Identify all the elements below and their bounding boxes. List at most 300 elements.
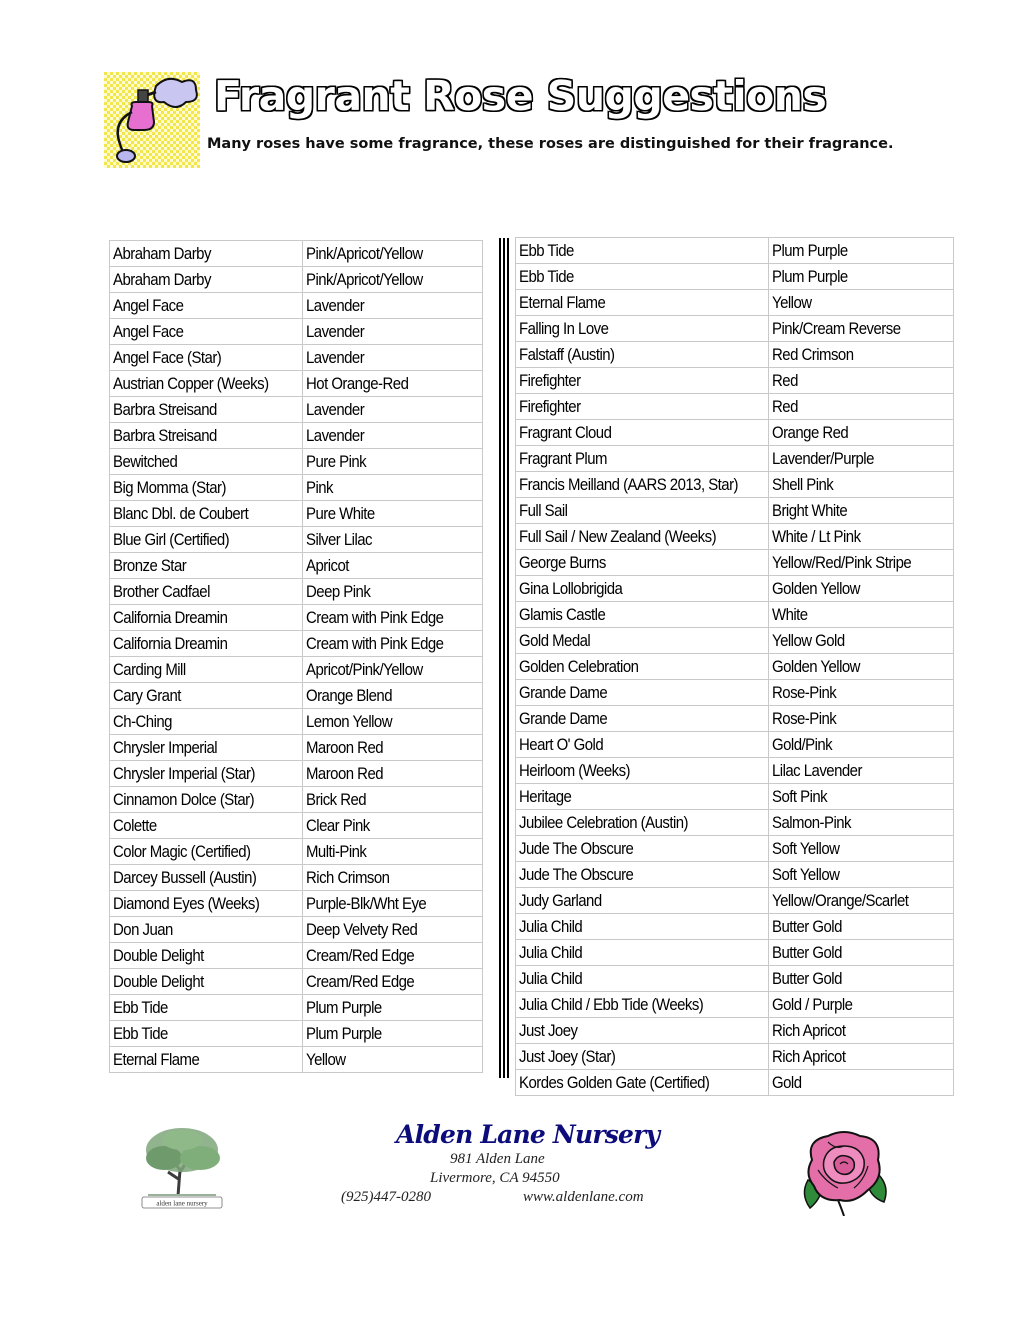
rose-name-text: Grande Dame: [519, 709, 608, 728]
rose-color-text: Plum Purple: [306, 1024, 382, 1043]
right-table-row: [516, 1070, 954, 1096]
right-table-row: [516, 446, 954, 472]
rose-color-text: Lavender/Purple: [772, 449, 874, 468]
rose-name-cell: [516, 316, 769, 342]
rose-color-text: Purple-Blk/Wht Eye: [306, 894, 427, 913]
rose-color-cell: [303, 813, 483, 839]
rose-color-text: Pink/Cream Reverse: [772, 319, 901, 338]
oak-tree-icon: [146, 1128, 220, 1196]
rose-name-text: Heritage: [519, 787, 572, 806]
rose-color-cell: [769, 966, 954, 992]
rose-name-text: Full Sail: [519, 501, 568, 520]
right-table-row: [516, 914, 954, 940]
address-line-1: 981 Alden Lane: [450, 1151, 545, 1167]
rose-color-text: Lilac Lavender: [772, 761, 862, 780]
rose-color-text: Rose-Pink: [772, 683, 837, 702]
rose-color-cell: [769, 290, 954, 316]
rose-name-text: Colette: [113, 816, 157, 835]
rose-name-text: Bewitched: [113, 452, 178, 471]
address-line-2: Livermore, CA 94550: [430, 1170, 560, 1186]
left-table-row: [110, 345, 483, 371]
rose-color-text: Butter Gold: [772, 969, 842, 988]
rose-name-cell: [516, 368, 769, 394]
rose-color-cell: [303, 683, 483, 709]
rose-name-text: Julia Child: [519, 917, 583, 936]
rose-name-cell: [516, 732, 769, 758]
rose-color-cell: [303, 839, 483, 865]
rose-color-cell: [303, 241, 483, 267]
rose-name-text: Ebb Tide: [113, 998, 168, 1017]
rose-name-text: Gina Lollobrigida: [519, 579, 623, 598]
rose-color-text: Pink: [306, 478, 333, 497]
rose-name-text: California Dreamin: [113, 608, 228, 627]
rose-color-text: Soft Yellow: [772, 865, 840, 884]
right-table-row: [516, 706, 954, 732]
rose-name-text: Austrian Copper (Weeks): [113, 374, 269, 393]
rose-name-text: Jude The Obscure: [519, 865, 634, 884]
rose-color-cell: [769, 446, 954, 472]
rose-name-text: Cinnamon Dolce (Star): [113, 790, 255, 809]
rose-name-text: Firefighter: [519, 397, 581, 416]
left-table-row: [110, 891, 483, 917]
rose-name-text: Abraham Darby: [113, 244, 211, 263]
rose-color-text: Rich Apricot: [772, 1047, 846, 1066]
rose-color-cell: [303, 631, 483, 657]
rose-name-text: Chrysler Imperial (Star): [113, 764, 255, 783]
rose-name-text: Just Joey: [519, 1021, 578, 1040]
rose-name-text: Carding Mill: [113, 660, 186, 679]
rose-name-cell: [110, 527, 303, 553]
rose-name-text: Angel Face (Star): [113, 348, 222, 367]
rose-color-text: Brick Red: [306, 790, 367, 809]
left-table-row: [110, 943, 483, 969]
left-table-row: [110, 865, 483, 891]
rose-name-text: Chrysler Imperial: [113, 738, 218, 757]
rose-name-cell: [516, 836, 769, 862]
rose-name-cell: [516, 914, 769, 940]
rose-color-text: Soft Pink: [772, 787, 828, 806]
right-table-row: [516, 524, 954, 550]
rose-name-cell: [516, 264, 769, 290]
left-table-row: [110, 475, 483, 501]
rose-name-cell: [516, 342, 769, 368]
rose-name-text: Julia Child / Ebb Tide (Weeks): [519, 995, 704, 1014]
rose-color-cell: [303, 319, 483, 345]
right-table-row: [516, 342, 954, 368]
rose-color-text: Lavender: [306, 400, 365, 419]
right-table-row: [516, 1044, 954, 1070]
rose-name-text: Francis Meilland (AARS 2013, Star): [519, 475, 739, 494]
rose-color-cell: [769, 1018, 954, 1044]
rose-color-cell: [303, 891, 483, 917]
rose-name-text: Abraham Darby: [113, 270, 211, 289]
rose-color-cell: [769, 576, 954, 602]
rose-color-cell: [769, 524, 954, 550]
rose-color-text: Cream/Red Edge: [306, 946, 415, 965]
left-table-row: [110, 527, 483, 553]
rose-name-cell: [516, 654, 769, 680]
rose-color-cell: [303, 345, 483, 371]
rose-name-text: Double Delight: [113, 972, 204, 991]
rose-name-text: Barbra Streisand: [113, 400, 217, 419]
left-table-row: [110, 579, 483, 605]
rose-color-text: Pure White: [306, 504, 375, 523]
rose-color-cell: [769, 888, 954, 914]
rose-color-text: Red Crimson: [772, 345, 854, 364]
rose-name-text: Jude The Obscure: [519, 839, 634, 858]
rose-name-text: Ebb Tide: [519, 241, 574, 260]
right-table-row: [516, 498, 954, 524]
rose-color-cell: [303, 709, 483, 735]
right-table-row: [516, 654, 954, 680]
rose-name-cell: [516, 680, 769, 706]
right-table-row: [516, 784, 954, 810]
rose-name-cell: [516, 758, 769, 784]
rose-name-cell: [110, 293, 303, 319]
rose-name-text: Double Delight: [113, 946, 204, 965]
left-table-row: [110, 397, 483, 423]
left-table-row: [110, 683, 483, 709]
left-table-row: [110, 995, 483, 1021]
rose-color-cell: [769, 940, 954, 966]
rose-color-cell: [303, 605, 483, 631]
left-table-row: [110, 423, 483, 449]
rose-color-cell: [303, 735, 483, 761]
rose-color-cell: [769, 862, 954, 888]
rose-color-cell: [303, 787, 483, 813]
rose-name-cell: [516, 602, 769, 628]
rose-color-text: Yellow/Orange/Scarlet: [772, 891, 909, 910]
rose-name-cell: [516, 472, 769, 498]
rose-color-text: Deep Pink: [306, 582, 371, 601]
rose-color-text: Maroon Red: [306, 764, 384, 783]
left-table-row: [110, 735, 483, 761]
rose-color-cell: [303, 553, 483, 579]
rose-color-cell: [303, 501, 483, 527]
rose-name-text: Gold Medal: [519, 631, 591, 650]
rose-color-cell: [769, 368, 954, 394]
rose-name-cell: [110, 995, 303, 1021]
rose-color-text: Bright White: [772, 501, 848, 520]
rose-name-text: Ebb Tide: [519, 267, 574, 286]
left-table-row: [110, 917, 483, 943]
right-table-row: [516, 732, 954, 758]
phone-number: (925)447-0280: [341, 1189, 431, 1205]
rose-color-cell: [303, 293, 483, 319]
right-table-row: [516, 394, 954, 420]
rose-name-text: Fragrant Plum: [519, 449, 607, 468]
rose-color-cell: [303, 527, 483, 553]
rose-name-cell: [516, 550, 769, 576]
rose-color-cell: [769, 1044, 954, 1070]
rose-name-cell: [110, 813, 303, 839]
left-table-row: [110, 501, 483, 527]
rose-name-text: Heart O' Gold: [519, 735, 604, 754]
left-table-row: [110, 839, 483, 865]
rose-color-cell: [303, 761, 483, 787]
rose-color-text: Yellow: [306, 1050, 346, 1069]
rose-color-cell: [303, 995, 483, 1021]
rose-name-cell: [110, 709, 303, 735]
rose-color-cell: [303, 267, 483, 293]
right-table-row: [516, 290, 954, 316]
rose-color-text: Red: [772, 371, 798, 390]
rose-color-cell: [769, 238, 954, 264]
rose-name-cell: [110, 371, 303, 397]
rose-color-cell: [769, 654, 954, 680]
rose-color-text: Clear Pink: [306, 816, 370, 835]
rose-name-text: Eternal Flame: [519, 293, 606, 312]
rose-color-cell: [769, 394, 954, 420]
rose-color-text: Cream with Pink Edge: [306, 634, 444, 653]
rose-name-cell: [516, 446, 769, 472]
right-table-row: [516, 316, 954, 342]
nursery-name: Alden Lane Nursery: [396, 1120, 660, 1149]
right-table-row: [516, 862, 954, 888]
left-table-row: [110, 371, 483, 397]
rose-name-text: Fragrant Cloud: [519, 423, 612, 442]
rose-color-cell: [303, 579, 483, 605]
left-table-row: [110, 553, 483, 579]
rose-color-text: Gold: [772, 1073, 802, 1092]
rose-color-text: Apricot: [306, 556, 349, 575]
rose-color-text: Maroon Red: [306, 738, 384, 757]
left-table-row: [110, 1021, 483, 1047]
rose-color-text: Orange Red: [772, 423, 849, 442]
right-table-row: [516, 1018, 954, 1044]
left-table-row: [110, 319, 483, 345]
rose-color-cell: [303, 865, 483, 891]
rose-color-text: Soft Yellow: [772, 839, 840, 858]
rose-color-cell: [769, 680, 954, 706]
right-table-row: [516, 368, 954, 394]
rose-name-text: Ch-Ching: [113, 712, 172, 731]
rose-name-cell: [516, 940, 769, 966]
right-table-row: [516, 940, 954, 966]
rose-color-text: Lavender: [306, 426, 365, 445]
rose-color-text: Plum Purple: [772, 267, 848, 286]
rose-name-cell: [516, 992, 769, 1018]
left-table-row: [110, 813, 483, 839]
rose-name-cell: [516, 810, 769, 836]
rose-color-text: Rich Crimson: [306, 868, 390, 887]
website-link[interactable]: www.aldenlane.com: [523, 1189, 644, 1205]
rose-color-text: Lemon Yellow: [306, 712, 392, 731]
rose-name-cell: [516, 862, 769, 888]
rose-name-cell: [516, 706, 769, 732]
rose-name-cell: [110, 501, 303, 527]
rose-name-text: Darcey Bussell (Austin): [113, 868, 257, 887]
right-table-row: [516, 758, 954, 784]
rose-color-text: Cream with Pink Edge: [306, 608, 444, 627]
right-table-row: [516, 966, 954, 992]
rose-color-cell: [769, 472, 954, 498]
rose-color-cell: [769, 316, 954, 342]
rose-name-text: Just Joey (Star): [519, 1047, 616, 1066]
rose-name-cell: [110, 917, 303, 943]
rose-name-cell: [110, 241, 303, 267]
rose-name-cell: [110, 761, 303, 787]
rose-name-cell: [110, 839, 303, 865]
left-table-row: [110, 787, 483, 813]
rose-name-cell: [516, 394, 769, 420]
rose-name-text: Firefighter: [519, 371, 581, 390]
rose-name-cell: [516, 498, 769, 524]
rose-color-text: Butter Gold: [772, 917, 842, 936]
rose-color-cell: [769, 836, 954, 862]
rose-color-cell: [303, 943, 483, 969]
rose-color-cell: [769, 992, 954, 1018]
right-table-row: [516, 602, 954, 628]
rose-color-cell: [769, 602, 954, 628]
rose-color-text: Pink/Apricot/Yellow: [306, 270, 423, 289]
rose-name-cell: [110, 267, 303, 293]
rose-color-text: Rich Apricot: [772, 1021, 846, 1040]
rose-name-text: Angel Face: [113, 322, 184, 341]
page-subtitle: Many roses have some fragrance, these roses are distinguished for their fragrance.: [207, 136, 894, 152]
rose-name-cell: [110, 397, 303, 423]
rose-color-cell: [303, 969, 483, 995]
rose-color-cell: [769, 758, 954, 784]
rose-color-cell: [303, 449, 483, 475]
left-table-row: [110, 969, 483, 995]
right-table-row: [516, 810, 954, 836]
rose-color-text: Pink/Apricot/Yellow: [306, 244, 423, 263]
rose-color-cell: [303, 371, 483, 397]
rose-name-text: Angel Face: [113, 296, 184, 315]
rose-color-cell: [769, 628, 954, 654]
rose-name-text: Judy Garland: [519, 891, 602, 910]
rose-name-cell: [110, 735, 303, 761]
right-table-row: [516, 992, 954, 1018]
rose-color-cell: [769, 1070, 954, 1096]
rose-name-text: Golden Celebration: [519, 657, 639, 676]
rose-name-text: Bronze Star: [113, 556, 187, 575]
left-table-row: [110, 761, 483, 787]
rose-color-text: Golden Yellow: [772, 579, 860, 598]
rose-name-cell: [516, 1044, 769, 1070]
rose-name-text: Big Momma (Star): [113, 478, 226, 497]
right-table-row: [516, 550, 954, 576]
rose-name-text: Jubilee Celebration (Austin): [519, 813, 689, 832]
rose-color-text: Yellow: [772, 293, 812, 312]
rose-name-text: Ebb Tide: [113, 1024, 168, 1043]
right-table-row: [516, 472, 954, 498]
rose-name-cell: [516, 1018, 769, 1044]
rose-color-cell: [769, 420, 954, 446]
right-table-row: [516, 628, 954, 654]
rose-color-cell: [769, 732, 954, 758]
rose-color-cell: [769, 706, 954, 732]
rose-name-cell: [110, 423, 303, 449]
rose-name-text: Color Magic (Certified): [113, 842, 251, 861]
rose-name-text: Heirloom (Weeks): [519, 761, 630, 780]
rose-name-cell: [110, 787, 303, 813]
rose-color-cell: [769, 784, 954, 810]
left-table-row: [110, 267, 483, 293]
right-table-row: [516, 888, 954, 914]
left-table-row: [110, 605, 483, 631]
rose-name-cell: [110, 345, 303, 371]
rose-color-cell: [769, 264, 954, 290]
rose-name-cell: [516, 290, 769, 316]
rose-color-text: Deep Velvety Red: [306, 920, 418, 939]
right-table-row: [516, 836, 954, 862]
rose-color-text: Apricot/Pink/Yellow: [306, 660, 423, 679]
rose-color-text: Lavender: [306, 296, 365, 315]
rose-color-cell: [769, 810, 954, 836]
right-table-row: [516, 576, 954, 602]
rose-name-text: Don Juan: [113, 920, 173, 939]
rose-color-cell: [303, 917, 483, 943]
rose-name-text: Diamond Eyes (Weeks): [113, 894, 260, 913]
rose-color-text: Salmon-Pink: [772, 813, 852, 832]
right-table-row: [516, 680, 954, 706]
rose-name-text: Eternal Flame: [113, 1050, 200, 1069]
rose-name-cell: [110, 553, 303, 579]
rose-color-text: Red: [772, 397, 798, 416]
rose-color-text: Cream/Red Edge: [306, 972, 415, 991]
right-table-row: [516, 420, 954, 446]
rose-name-text: George Burns: [519, 553, 606, 572]
left-table-row: [110, 657, 483, 683]
rose-color-text: Pure Pink: [306, 452, 367, 471]
page-title: Fragrant Rose Suggestions: [214, 72, 827, 120]
left-table-row: [110, 293, 483, 319]
rose-color-cell: [303, 423, 483, 449]
rose-color-text: White / Lt Pink: [772, 527, 861, 546]
rose-name-text: California Dreamin: [113, 634, 228, 653]
rose-name-text: Kordes Golden Gate (Certified): [519, 1073, 710, 1092]
rose-name-cell: [110, 605, 303, 631]
logo-text: alden lane nursery: [156, 1199, 208, 1208]
rose-color-text: Yellow Gold: [772, 631, 845, 650]
rose-name-cell: [110, 865, 303, 891]
rose-color-text: Gold / Purple: [772, 995, 853, 1014]
rose-name-cell: [110, 475, 303, 501]
rose-color-text: Shell Pink: [772, 475, 834, 494]
rose-name-cell: [110, 891, 303, 917]
rose-name-text: Julia Child: [519, 943, 583, 962]
left-table-row: [110, 709, 483, 735]
left-table-row: [110, 1047, 483, 1073]
rose-color-cell: [303, 657, 483, 683]
rose-name-cell: [110, 579, 303, 605]
left-table-row: [110, 449, 483, 475]
right-table-row: [516, 238, 954, 264]
rose-name-cell: [516, 576, 769, 602]
rose-name-cell: [110, 1021, 303, 1047]
rose-name-text: Blue Girl (Certified): [113, 530, 230, 549]
rose-name-text: Cary Grant: [113, 686, 181, 705]
left-table-row: [110, 631, 483, 657]
rose-color-text: Butter Gold: [772, 943, 842, 962]
rose-name-cell: [516, 238, 769, 264]
perfume-bottle-icon: [104, 72, 200, 168]
rose-name-cell: [110, 657, 303, 683]
rose-color-text: Lavender: [306, 348, 365, 367]
rose-name-text: Falstaff (Austin): [519, 345, 615, 364]
rose-name-cell: [110, 1047, 303, 1073]
rose-name-text: Barbra Streisand: [113, 426, 217, 445]
rose-name-text: Full Sail / New Zealand (Weeks): [519, 527, 717, 546]
rose-name-text: Brother Cadfael: [113, 582, 210, 601]
rose-name-cell: [516, 628, 769, 654]
rose-color-cell: [769, 914, 954, 940]
rose-color-text: Lavender: [306, 322, 365, 341]
rose-color-text: White: [772, 605, 808, 624]
rose-color-text: Rose-Pink: [772, 709, 837, 728]
